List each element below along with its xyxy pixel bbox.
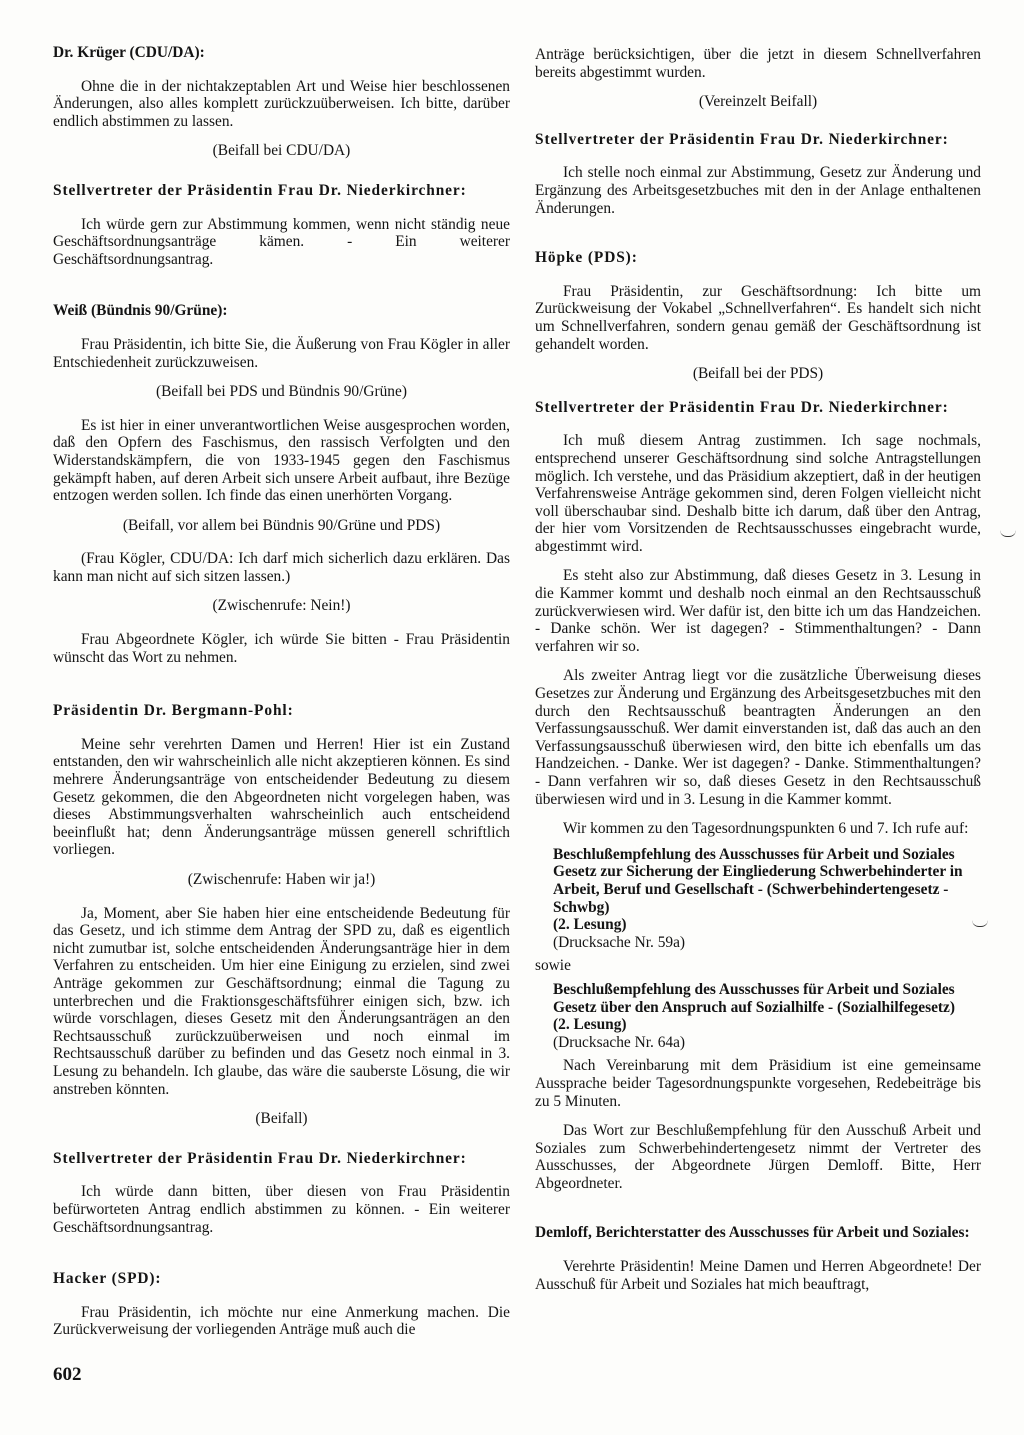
paragraph: Als zweiter Antrag liegt vor die zusätzliche Überweisung dieses Gesetzes zur Änderung und Ergänzung des Arbeitsgesetzbuches mit den durch den Rechtsausschuß beantragten Änderungen an den Verfassungsausschuß. Wer damit einverstanden ist, daß das auch an den Verfassungsausschuß überwiesen wird, den bitte ich ebenfalls um das Handzeichen. - Danke. Wer ist dagegen? - Danke. Stimmenthaltungen? - Dann verfahren wir so, daß dieses Gesetz in den Rechtsausschuß überwiesen wird und in 3. Lesung in die Kammer kommt. xyxy=(535,667,981,808)
speaker-heading: Höpke (PDS): xyxy=(535,249,638,267)
speaker-heading: Stellvertreter der Präsidentin Frau Dr. Niederkirchner: xyxy=(53,181,467,199)
agenda-item xyxy=(553,981,981,1051)
paragraph: Wir kommen zu den Tagesordnungspunkten 6 und 7. Ich rufe auf: xyxy=(563,820,969,838)
speaker-heading: Stellvertreter der Präsidentin Frau Dr. Niederkirchner: xyxy=(535,398,949,416)
interjection: (Zwischenrufe: Nein!) xyxy=(212,597,351,615)
interjection: (Vereinzelt Beifall) xyxy=(698,93,818,111)
page-number: 602 xyxy=(53,1364,82,1385)
paragraph: Verehrte Präsidentin! Meine Damen und Herren Abgeordnete! Der Ausschuß für Arbeit und Soziales hat mich beauftragt, xyxy=(535,1258,981,1293)
interjection: (Beifall bei CDU/DA) xyxy=(212,142,351,160)
speaker-heading: Stellvertreter der Präsidentin Frau Dr. Niederkirchner: xyxy=(535,130,949,148)
speaker-heading: Präsidentin Dr. Bergmann-Pohl: xyxy=(53,702,294,720)
speaker-heading: Weiß (Bündnis 90/Grüne): xyxy=(53,302,228,320)
interjection: (Beifall, vor allem bei Bündnis 90/Grüne und PDS) xyxy=(122,516,441,534)
paragraph: Ja, Moment, aber Sie haben hier eine entscheidende Bedeutung für das Gesetz, und ich stimme dem Antrag der SPD zu, daß es eigentlich nicht zumutbar ist, solche entscheidenden Änderungsanträge hier in dem Verfahren zu entscheiden. Um hier eine Einigung zu erzielen, sind zwei Anträge gekommen zur Geschäftsordnung; einmal die Tagung zu unterbrechen und die Fraktionsgeschäftsführer einigen sich, bzw. ich würde vorschlagen, dieses Gesetz mit den Änderungsanträgen an den Rechtsausschuß zurückzuüberweisen und noch einmal im Rechtsausschuß darüber zu befinden und das Gesetz noch einmal in 3. Lesung zu behandeln. Ich glaube, das wäre die sauberste Lösung, die wir anstreben könnten. xyxy=(53,904,510,1098)
agenda-title: Beschlußempfehlung des Ausschusses für Arbeit und Soziales xyxy=(553,980,955,998)
agenda-reading: (2. Lesung) xyxy=(553,1016,627,1034)
paragraph: Ohne die in der nichtakzeptablen Art und Weise hier beschlossenen Änderungen, also alles komplett zurückzuüberweisen. Ich bitte, darüber endlich abstimmen zu lassen. xyxy=(53,77,510,130)
paragraph: (Frau Kögler, CDU/DA: Ich darf mich sicherlich dazu erklären. Das kann man nicht auf sich sitzen lassen.) xyxy=(53,550,510,585)
interjection: (Zwischenrufe: Haben wir ja!) xyxy=(187,871,376,888)
interjection: (Beifall bei der PDS) xyxy=(692,365,824,383)
paragraph: Das Wort zur Beschlußempfehlung für den Ausschuß Arbeit und Soziales zum Schwerbehindertengesetz nimmt der Vertreter des Ausschusses, der Abgeordnete Jürgen Demloff. Bitte, Herr Abgeordneter. xyxy=(535,1122,981,1192)
agenda-document: (Drucksache Nr. 59a) xyxy=(553,933,686,951)
paragraph: Ich stelle noch einmal zur Abstimmung, Gesetz zur Änderung und Ergänzung des Arbeitsgesetzbuches mit den in der Anlage enthaltenen Änderungen. xyxy=(535,164,981,217)
speaker-heading: Dr. Krüger (CDU/DA): xyxy=(53,44,205,61)
agenda-document: (Drucksache Nr. 64a) xyxy=(553,1033,686,1051)
paragraph: Es steht also zur Abstimmung, daß dieses Gesetz in 3. Lesung in die Kammer kommt und deshalb noch einmal an den Rechtsausschuß zurückverwiesen wird. Wer dafür ist, den bitte ich um das Handzeichen. - Danke schön. Wer ist dagegen? - Stimmenthaltungen? - Dann verfahren wir so. xyxy=(535,567,981,655)
agenda-item xyxy=(553,846,981,952)
paragraph: Ich würde dann bitten, über diesen von Frau Präsidentin befürworteten Antrag endlich abstimmen zu können. - Ein weiterer Geschäftsordnungsantrag. xyxy=(53,1183,510,1236)
speaker-heading: Hacker (SPD): xyxy=(53,1270,162,1288)
agenda-law: Gesetz über den Anspruch auf Sozialhilfe - (Sozialhilfegesetz) xyxy=(553,998,955,1016)
margin-mark xyxy=(1000,530,1016,537)
speaker-heading: Demloff, Berichterstatter des Ausschusses für Arbeit und Soziales: xyxy=(535,1224,970,1242)
paragraph: Frau Präsidentin, ich möchte nur eine Anmerkung machen. Die Zurückverweisung der vorliegenden Anträge muß auch die xyxy=(53,1303,510,1339)
speaker-heading: Stellvertreter der Präsidentin Frau Dr. Niederkirchner: xyxy=(53,1149,467,1167)
paragraph: Es ist hier in einer unverantwortlichen Weise ausgesprochen worden, daß den Opfern des Faschismus, den rassisch Verfolgten und den Widerstandskämpfern, die von 1933-1945 gegen den Faschismus gekämpft haben, auf deren Arbeit sich unsere Arbeit aufbaut, ihre Bezüge entzogen werden sollen. Ich finde das einen unerhörten Vorgang. xyxy=(53,416,510,505)
paragraph: Meine sehr verehrten Damen und Herren! Hier ist ein Zustand entstanden, den wir wahrscheinlich alle nicht akzeptieren können. Es sind mehrere Änderungsanträge von entscheidender Bedeutung zu diesem Gesetz gekommen, die den Abgeordneten nicht vorgelegen haben, was dieses Abstimmungsverhalten wahrscheinlich auch entscheidend beeinflußt hat; denn Änderungsanträge müssen generell schriftlich vorliegen. xyxy=(53,735,510,859)
paragraph: Frau Präsidentin, ich bitte Sie, die Äußerung von Frau Kögler in aller Entschiedenheit zurückzuweisen. xyxy=(53,335,510,371)
agenda-reading: (2. Lesung) xyxy=(553,916,627,934)
right-column xyxy=(535,46,981,1301)
paragraph: Ich würde gern zur Abstimmung kommen, wenn nicht ständig neue Geschäftsordnungsanträge kämen. - Ein weiterer Geschäftsordnungsantrag. xyxy=(53,215,510,268)
left-column xyxy=(53,44,510,1347)
paragraph: Frau Präsidentin, zur Geschäftsordnung: Ich bitte um Zurückweisung der Vokabel „Schnellverfahren“. Es handelt sich nicht um Schnellverfahren, sondern genau gemäß der Geschäftsordnung ist gehandelt worden. xyxy=(535,282,981,353)
agenda-law: Gesetz zur Sicherung der Eingliederung Schwerbehinderter in Arbeit, Beruf und Gesellschaft - (Schwerbehindertengesetz - Schwbg) xyxy=(553,863,963,916)
paragraph: Frau Abgeordnete Kögler, ich würde Sie bitten - Frau Präsidentin wünscht das Wort zu nehmen. xyxy=(53,631,510,666)
paragraph: Ich muß diesem Antrag zustimmen. Ich sage nochmals, entsprechend unserer Geschäftsordnung sind solche Antragstellungen möglich. Ich verstehe, und das Präsidium akzeptiert, daß in der heutigen Verfahrensweise Anträge gekommen sind, deren Folgen vielleicht nicht voll überschaubar sind. Deshalb bitte ich darum, daß über den Antrag, der hier vom Vorsitzenden de Rechtsausschusses eingebracht wurde, abgestimmt wird. xyxy=(535,432,981,555)
margin-mark xyxy=(972,920,988,927)
agenda-title: Beschlußempfehlung des Ausschusses für Arbeit und Soziales xyxy=(553,845,955,863)
connector-text: sowie xyxy=(535,957,571,975)
interjection: (Beifall bei PDS und Bündnis 90/Grüne) xyxy=(156,383,407,401)
interjection: (Beifall) xyxy=(255,1110,308,1128)
paragraph: Nach Vereinbarung mit dem Präsidium ist eine gemeinsame Aussprache beider Tagesordnungspunkte vorgesehen, Redebeiträge bis zu 5 Minuten. xyxy=(535,1057,981,1110)
paragraph: Anträge berücksichtigen, über die jetzt in diesem Schnellverfahren bereits abgestimmt wurden. xyxy=(535,46,981,81)
